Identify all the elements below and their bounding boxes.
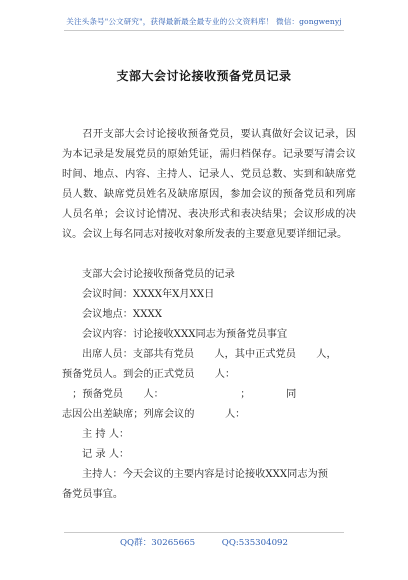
attendees-line-3: ；预备党员 人： ； 同 [62,389,297,400]
intro-paragraph-block [62,125,356,245]
intro-paragraph: 召开支部大会讨论接收预备党员，要认真做好会议记录，因为本记录是发展党员的原始凭证，需归档保存。记录要写清会议时间、地点、内容、主持人、记录人、党员总数、实到和缺席党员人数、缺席党员姓名及缺席原因，参加会议的预备党员和列席人员名单；会议讨论情况、表决形式和表决结果；会议形成的决议。会议上每名同志对接收对象所发表的主要意见要详细记录。 [62,129,356,240]
meeting-place-line: 会议地点：XXXX [82,309,162,320]
footer-qq: QQ:535304092 [221,538,288,548]
footer-contacts [0,536,408,548]
header-divider [64,30,344,31]
meeting-time-line: 会议时间：XXXX年X月XX日 [82,289,215,300]
header-banner: 关注头条号"公文研究"，获得最新最全最专业的公文资料库！ 微信：gongwenyj [66,17,342,26]
record-body [62,265,356,505]
attendees-line: 出席人员：支部共有党员 人，其中正式党员 人， [82,349,337,360]
host-speech-line: 主持人：今天会议的主要内容是讨论接收XXX同志为预 [82,469,328,480]
record-heading: 支部大会讨论接收预备党员的记录 [82,269,235,280]
attendees-line-2: 预备党员人。到会的正式党员 人： [62,369,236,380]
recorder-line: 记 录 人： [82,449,130,460]
meeting-content-line: 会议内容：讨论接收XXX同志为预备党员事宜 [82,329,288,340]
footer-divider [64,532,344,533]
document-title: 支部大会讨论接收预备党员记录 [116,69,292,83]
host-speech-line-2: 备党员事宜。 [62,489,124,500]
footer-qq-group: QQ群：30265665 [120,538,196,548]
absence-line: 志因公出差缺席；列席会议的 人： [62,409,246,420]
host-line: 主 持 人： [82,429,130,440]
